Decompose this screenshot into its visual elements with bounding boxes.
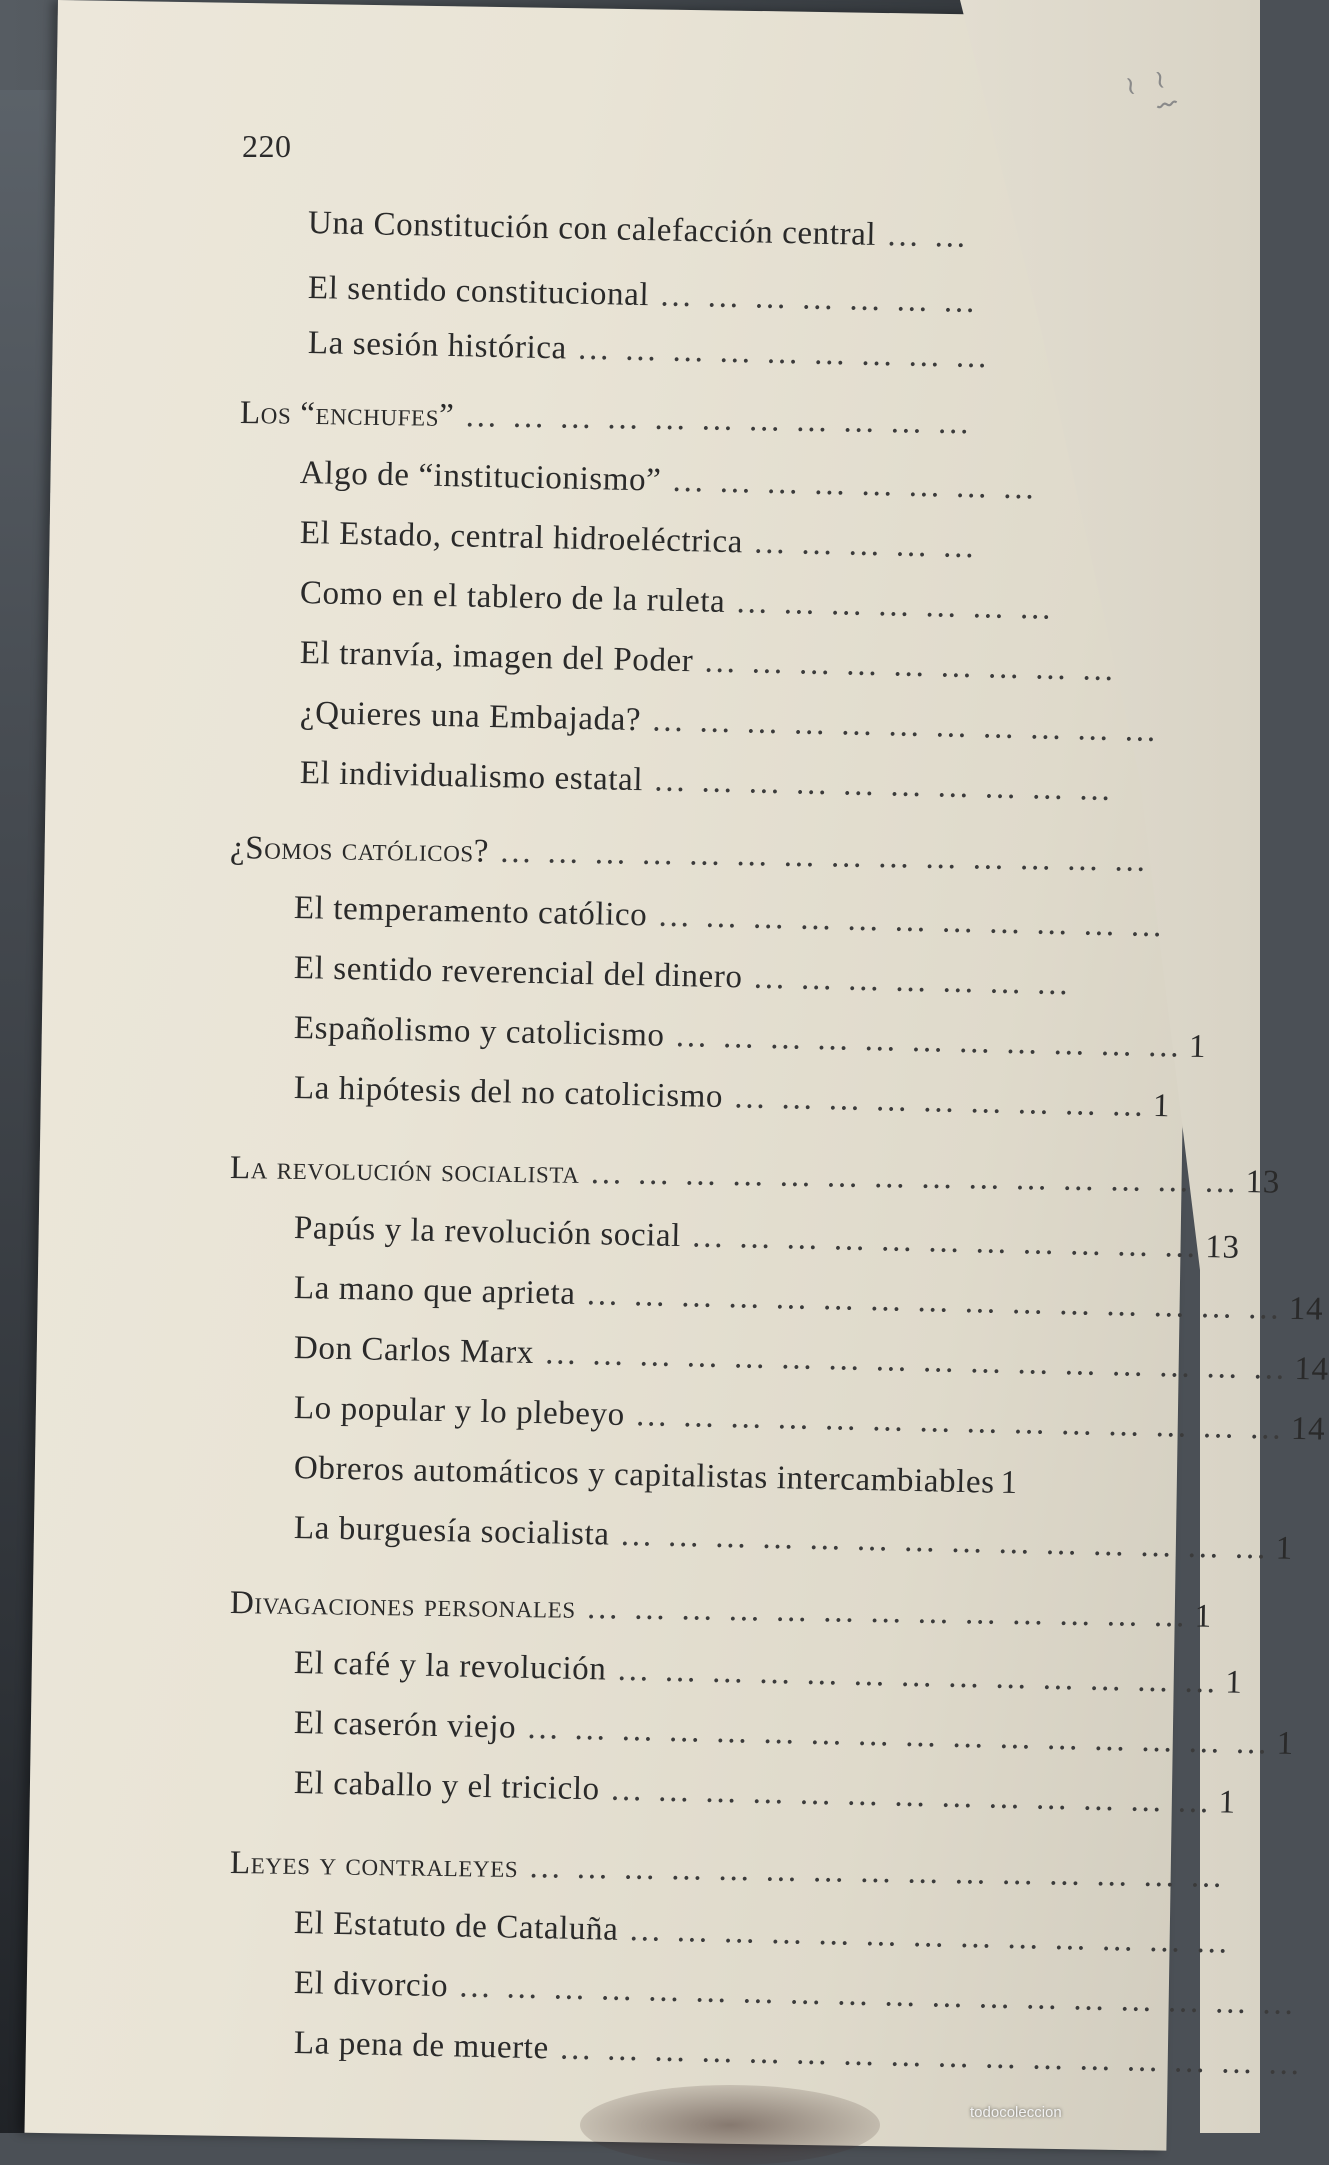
toc-subsection-entry <box>293 1510 1294 1567</box>
toc-entry-title: El Estatuto de Cataluña <box>293 1905 619 1948</box>
toc-leader-dots: … … … … … … … … … <box>702 643 1118 689</box>
toc-entry-title: Una Constitución con calefacción central <box>307 205 877 253</box>
toc-subsection-entry <box>294 950 1201 1006</box>
toc-page-number: 1 <box>1218 1784 1237 1821</box>
toc-leader-dots: … … … … … … … … … … … <box>650 702 1160 750</box>
toc-leader-dots: … … … … … … … … … … … … … … … <box>585 1276 1284 1327</box>
toc-subsection-entry <box>293 1905 1232 1961</box>
toc-leader-dots: … … … … … … … … … … … … … … <box>634 1397 1286 1447</box>
toc-leader-dots: … … … … … … … … … <box>576 330 992 376</box>
toc-entry-title: Divagaciones personales <box>229 1585 577 1626</box>
toc-leader-dots: … … … … … … … … … … … … … <box>616 1651 1220 1701</box>
toc-leader-dots: … … … … … … … <box>658 277 980 321</box>
toc-leader-dots: … … … … … … … … … … … … … … <box>498 833 1150 879</box>
toc-entry-title: Leyes y contraleyes <box>229 1845 519 1886</box>
toc-section-entry <box>229 1845 1226 1896</box>
toc-subsection-entry <box>293 2025 1304 2083</box>
toc-leader-dots: … … … … … … … … … … … … … … <box>589 1155 1240 1201</box>
finger-shadow <box>580 2085 880 2165</box>
toc-leader-dots: … … … … … … … … … … … … … <box>609 1771 1213 1821</box>
toc-entry-title: Lo popular y lo plebeyo <box>293 1390 626 1433</box>
toc-page-number: 13 <box>1245 1164 1281 1201</box>
toc-subsection-entry <box>300 695 1201 751</box>
toc-page-number: 14 <box>1294 1350 1329 1388</box>
toc-leader-dots: … … … … … … … … … … … <box>656 897 1167 945</box>
toc-entry-title: La pena de muerte <box>293 2025 550 2067</box>
toc-entry-title: La sesión histórica <box>307 325 568 367</box>
toc-page-number: 1 <box>1000 1464 1019 1502</box>
toc-entry-title: Los “enchufes” <box>239 395 455 434</box>
toc-subsection-entry <box>293 1390 1326 1448</box>
toc-leader-dots: … … … … … … … … … … … … … … … <box>528 1849 1226 1895</box>
toc-subsection-entry <box>293 1965 1298 2023</box>
toc-subsection-entry <box>300 635 1201 691</box>
toc-entry-title: El individualismo estatal <box>299 755 644 799</box>
toc-entry-title: El sentido reverencial del dinero <box>293 950 743 996</box>
toc-entry-title: ¿Quieres una Embajada? <box>299 695 642 739</box>
toc-entry-title: La mano que aprieta <box>293 1270 577 1312</box>
toc-leader-dots: … … … … … … … … <box>671 462 1039 507</box>
toc-entry-title: El Estado, central hidroeléctrica <box>299 515 744 561</box>
toc-entry-title: Algo de “institucionismo” <box>299 455 662 499</box>
toc-page-number: 1 <box>1275 1530 1294 1567</box>
toc-entry-title: El tranvía, imagen del Poder <box>299 635 694 680</box>
toc-entry-title: El caballo y el triciclo <box>293 1765 601 1808</box>
toc-entry-title: Obreros automáticos y capitalistas intercambiables <box>293 1450 996 1501</box>
toc-subsection-entry <box>300 575 1201 631</box>
toc-leader-dots: … … <box>885 217 970 255</box>
toc-entry-title: El temperamento católico <box>293 890 648 934</box>
toc-leader-dots: … … … … … … … … … … … … … <box>585 1589 1189 1635</box>
toc-page-number: 14 <box>1288 1290 1324 1328</box>
toc-leader-dots: … … … … … <box>752 524 979 566</box>
toc-subsection-entry <box>294 890 1201 946</box>
toc-page-number: 1 <box>1194 1598 1213 1635</box>
page-number: 220 <box>242 128 292 164</box>
toc-entry-title: El café y la revolución <box>293 1645 607 1688</box>
toc-entry-title: La burguesía socialista <box>293 1510 610 1553</box>
toc-subsection-entry <box>294 1070 1201 1126</box>
toc-subsection-entry <box>293 1645 1243 1701</box>
toc-leader-dots: … … … … … … … … … … … <box>674 1017 1184 1065</box>
toc-subsection-entry <box>293 1210 1240 1266</box>
toc-leader-dots: … … … … … … … <box>734 584 1056 627</box>
toc-subsection-entry <box>293 1270 1324 1328</box>
toc-subsection-entry <box>300 515 1201 571</box>
toc-entry-title: El caserón viejo <box>293 1705 517 1746</box>
toc-page-number: 13 <box>1204 1229 1240 1266</box>
toc-leader-dots: … … … … … … … … … <box>732 1079 1148 1124</box>
toc-entry-title: La hipótesis del no catolicismo <box>293 1070 724 1115</box>
toc-subsection-entry <box>308 270 1201 326</box>
toc-section-entry <box>240 395 1200 445</box>
toc-entry-title: El sentido constitucional <box>307 270 650 314</box>
toc-section-entry <box>230 830 1200 881</box>
toc-subsection-entry <box>300 755 1201 811</box>
toc-leader-dots: … … … … … … … … … … … … … … … … … … <box>457 1968 1298 2023</box>
toc-subsection-entry <box>294 1450 1201 1506</box>
pencil-mark-icon: ~ ⌇ ~ <box>1113 66 1182 115</box>
toc-subsection-entry <box>308 205 1201 261</box>
toc-leader-dots: … … … … … … … … … … … <box>690 1218 1200 1265</box>
toc-page-number: 1 <box>1152 1087 1171 1125</box>
toc-subsection-entry <box>308 325 1201 381</box>
toc-page-number: 14 <box>1290 1410 1326 1448</box>
toc-subsection-entry <box>300 455 1201 511</box>
toc-page-number: 1 <box>1276 1725 1295 1762</box>
toc-subsection-entry <box>293 1010 1207 1066</box>
toc-entry-title: Don Carlos Marx <box>293 1330 535 1372</box>
toc-entry-title: El divorcio <box>293 1965 449 2005</box>
toc-page-number: 1 <box>1188 1028 1207 1066</box>
toc-leader-dots: … … … … … … … … … … … … … … … … <box>558 2030 1304 2083</box>
watermark: todocoleccion <box>970 2104 1062 2121</box>
toc-leader-dots: … … … … … … … … … … … … … … … … <box>543 1335 1289 1387</box>
toc-section-entry <box>229 1585 1213 1636</box>
toc-entry-title: ¿Somos católicos? <box>229 830 490 870</box>
toc-leader-dots: … … … … … … … … … … … <box>464 398 974 442</box>
toc-subsection-entry <box>293 1705 1295 1762</box>
toc-leader-dots: … … … … … … … … … … … … … … … … <box>525 1709 1272 1762</box>
toc-leader-dots: … … … … … … … … … … … … … <box>628 1912 1232 1961</box>
toc-leader-dots: … … … … … … … … … … <box>652 762 1115 809</box>
toc-subsection-entry <box>293 1765 1237 1821</box>
toc-entry-title: Papús y la revolución social <box>293 1210 682 1255</box>
toc-entry-title: Españolismo y catolicismo <box>293 1010 665 1054</box>
toc-leader-dots: … … … … … … … … … … … … … … <box>619 1516 1271 1567</box>
toc-entry-title: Como en el tablero de la ruleta <box>299 575 726 620</box>
toc-subsection-entry <box>293 1330 1329 1388</box>
toc-page-number: 1 <box>1224 1664 1243 1701</box>
toc-leader-dots: … … … … … … … <box>752 959 1073 1003</box>
toc-section-entry <box>229 1150 1281 1201</box>
toc-entry-title: La revolución socialista <box>229 1150 580 1191</box>
